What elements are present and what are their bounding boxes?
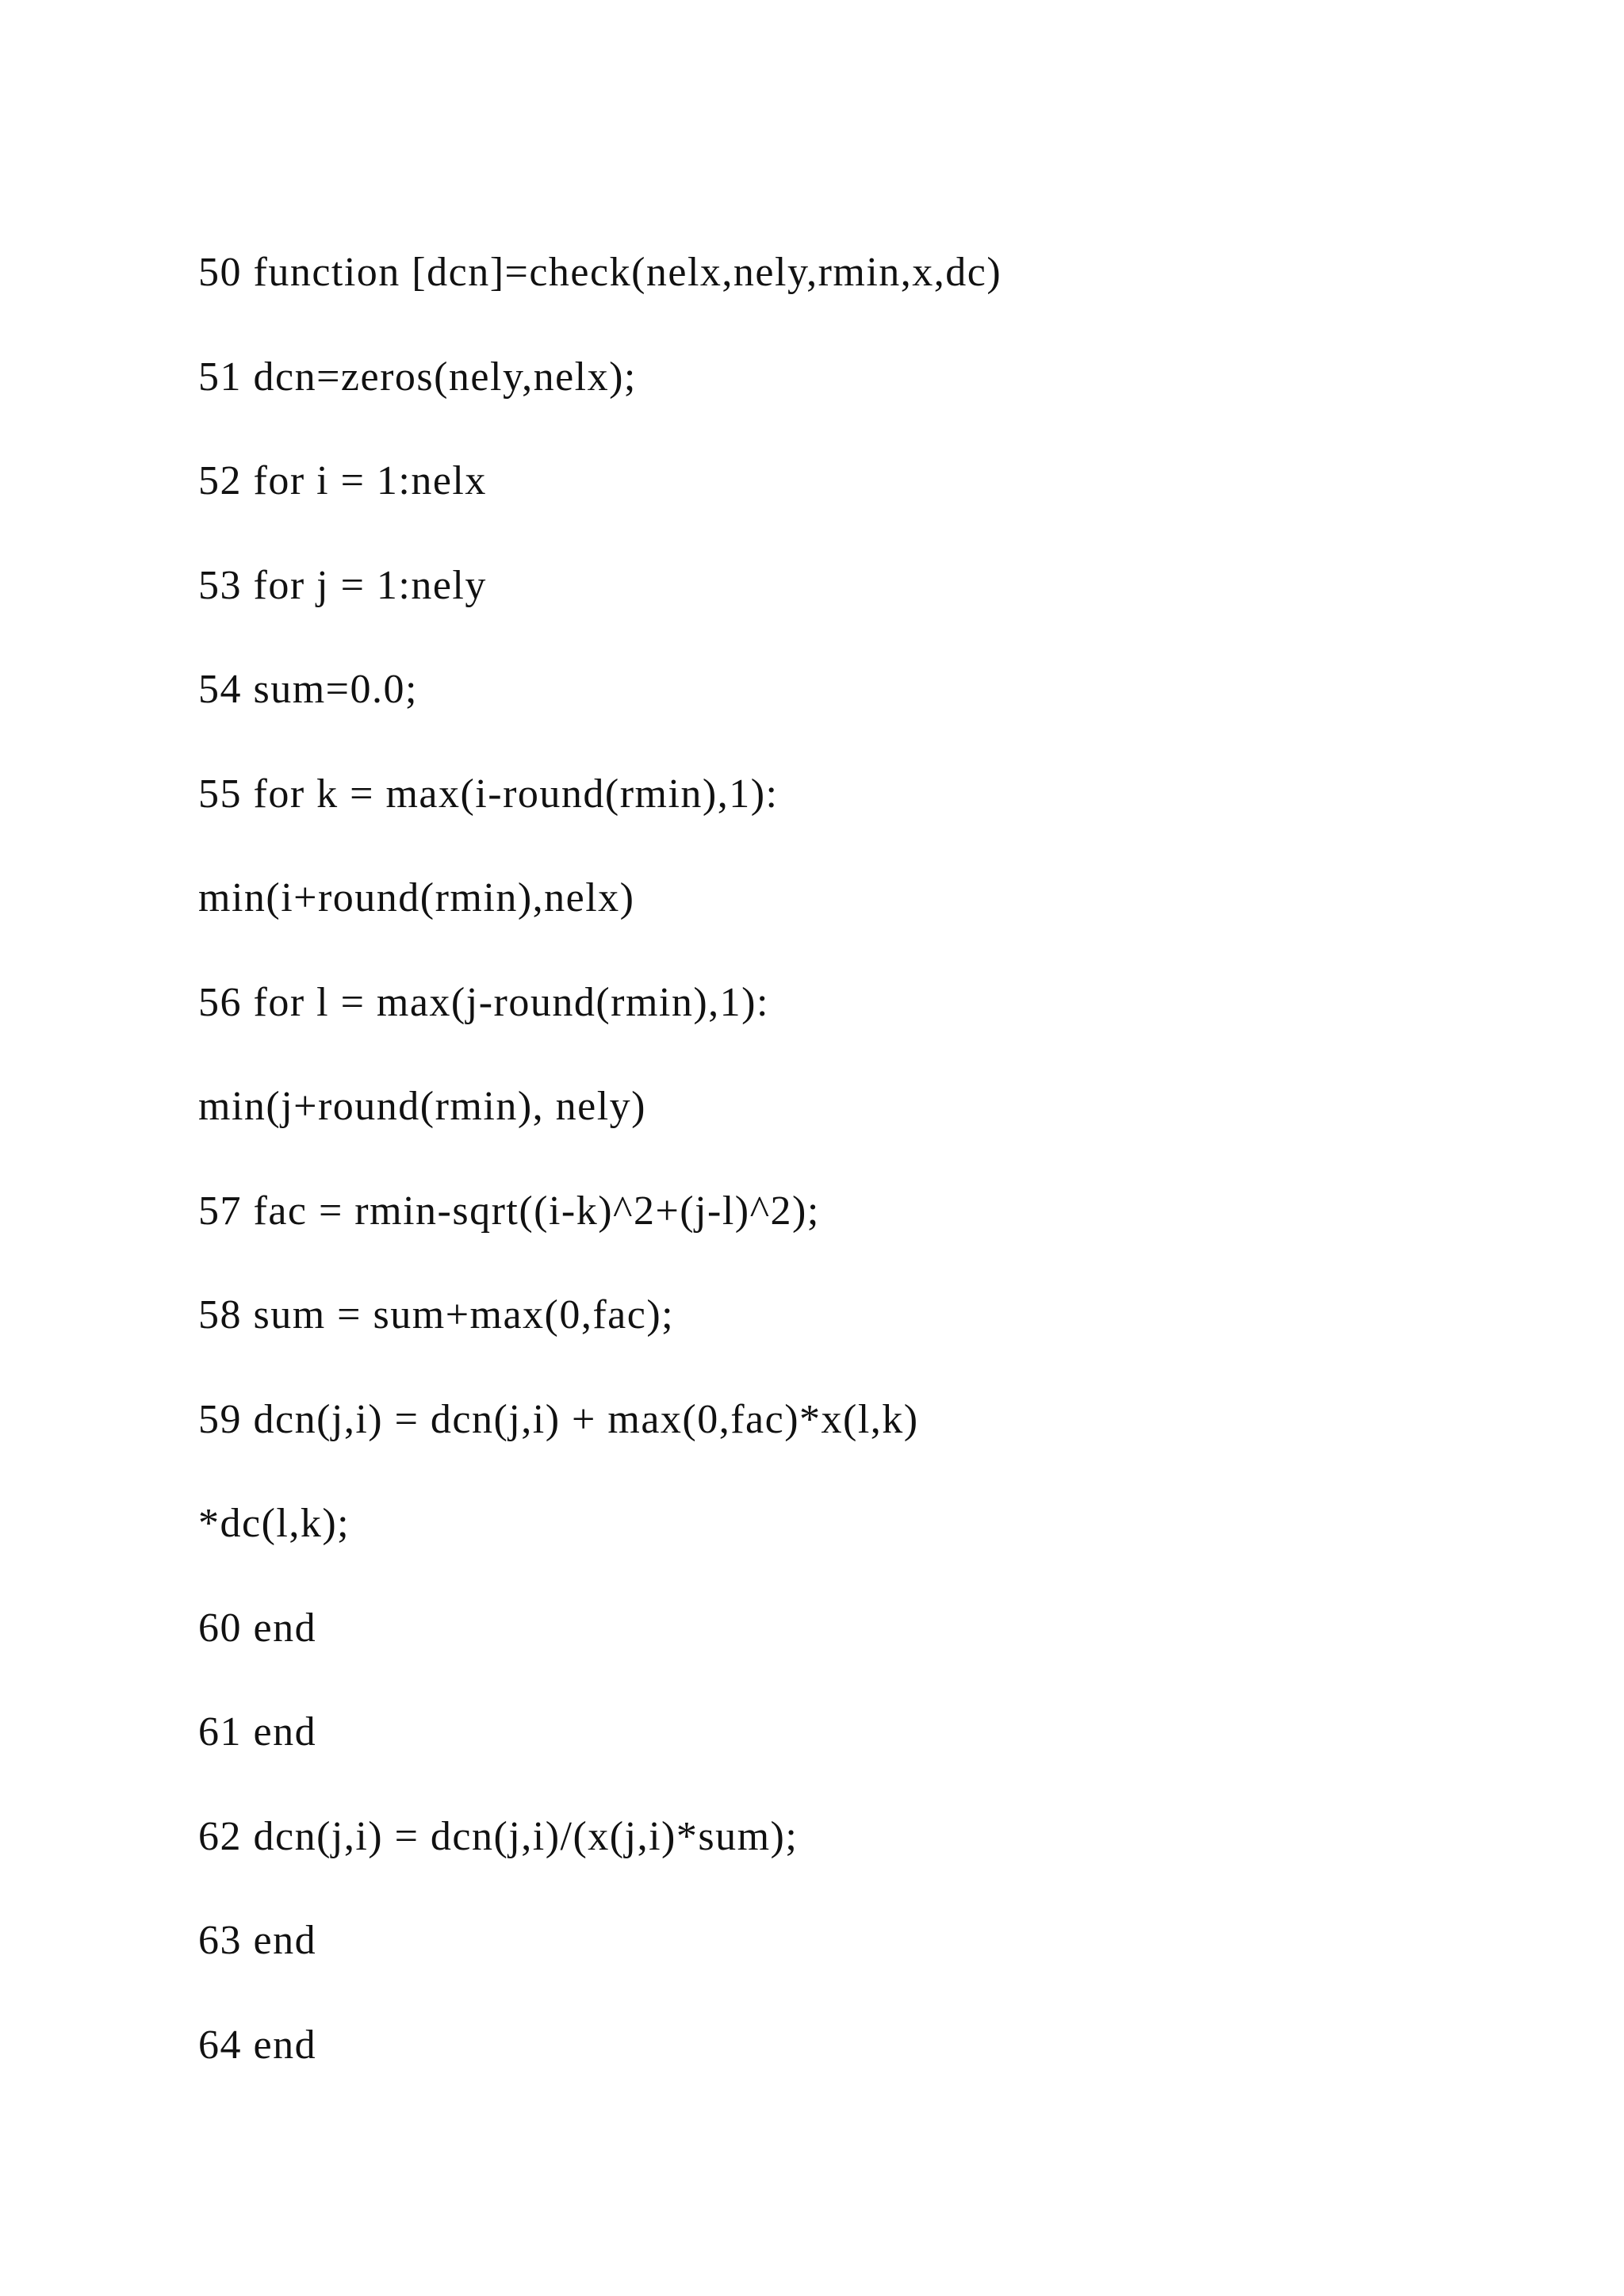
code-line-64: 64 end bbox=[198, 2022, 317, 2068]
code-line-55-continued: min(i+round(rmin),nelx) bbox=[198, 875, 635, 920]
code-line-51: 51 dcn=zeros(nely,nelx); bbox=[198, 354, 637, 400]
code-listing bbox=[198, 244, 1546, 2121]
code-line-50: 50 function [dcn]=check(nelx,nely,rmin,x,dc) bbox=[198, 250, 1002, 295]
code-line-61: 61 end bbox=[198, 1709, 317, 1755]
code-line-57: 57 fac = rmin-sqrt((i-k)^2+(j-l)^2); bbox=[198, 1188, 820, 1234]
code-line-58: 58 sum = sum+max(0,fac); bbox=[198, 1292, 675, 1337]
code-line-62: 62 dcn(j,i) = dcn(j,i)/(x(j,i)*sum); bbox=[198, 1813, 799, 1859]
code-line-54: 54 sum=0.0; bbox=[198, 667, 418, 712]
code-line-56: 56 for l = max(j-round(rmin),1): bbox=[198, 979, 769, 1025]
code-line-59-continued: *dc(l,k); bbox=[198, 1501, 350, 1546]
code-line-52: 52 for i = 1:nelx bbox=[198, 458, 487, 503]
code-line-55: 55 for k = max(i-round(rmin),1): bbox=[198, 771, 779, 817]
code-line-60: 60 end bbox=[198, 1605, 317, 1651]
code-line-63: 63 end bbox=[198, 1918, 317, 1963]
code-line-59: 59 dcn(j,i) = dcn(j,i) + max(0,fac)*x(l,k) bbox=[198, 1396, 919, 1442]
code-line-53: 53 for j = 1:nely bbox=[198, 562, 487, 608]
code-line-56-continued: min(j+round(rmin), nely) bbox=[198, 1084, 646, 1129]
